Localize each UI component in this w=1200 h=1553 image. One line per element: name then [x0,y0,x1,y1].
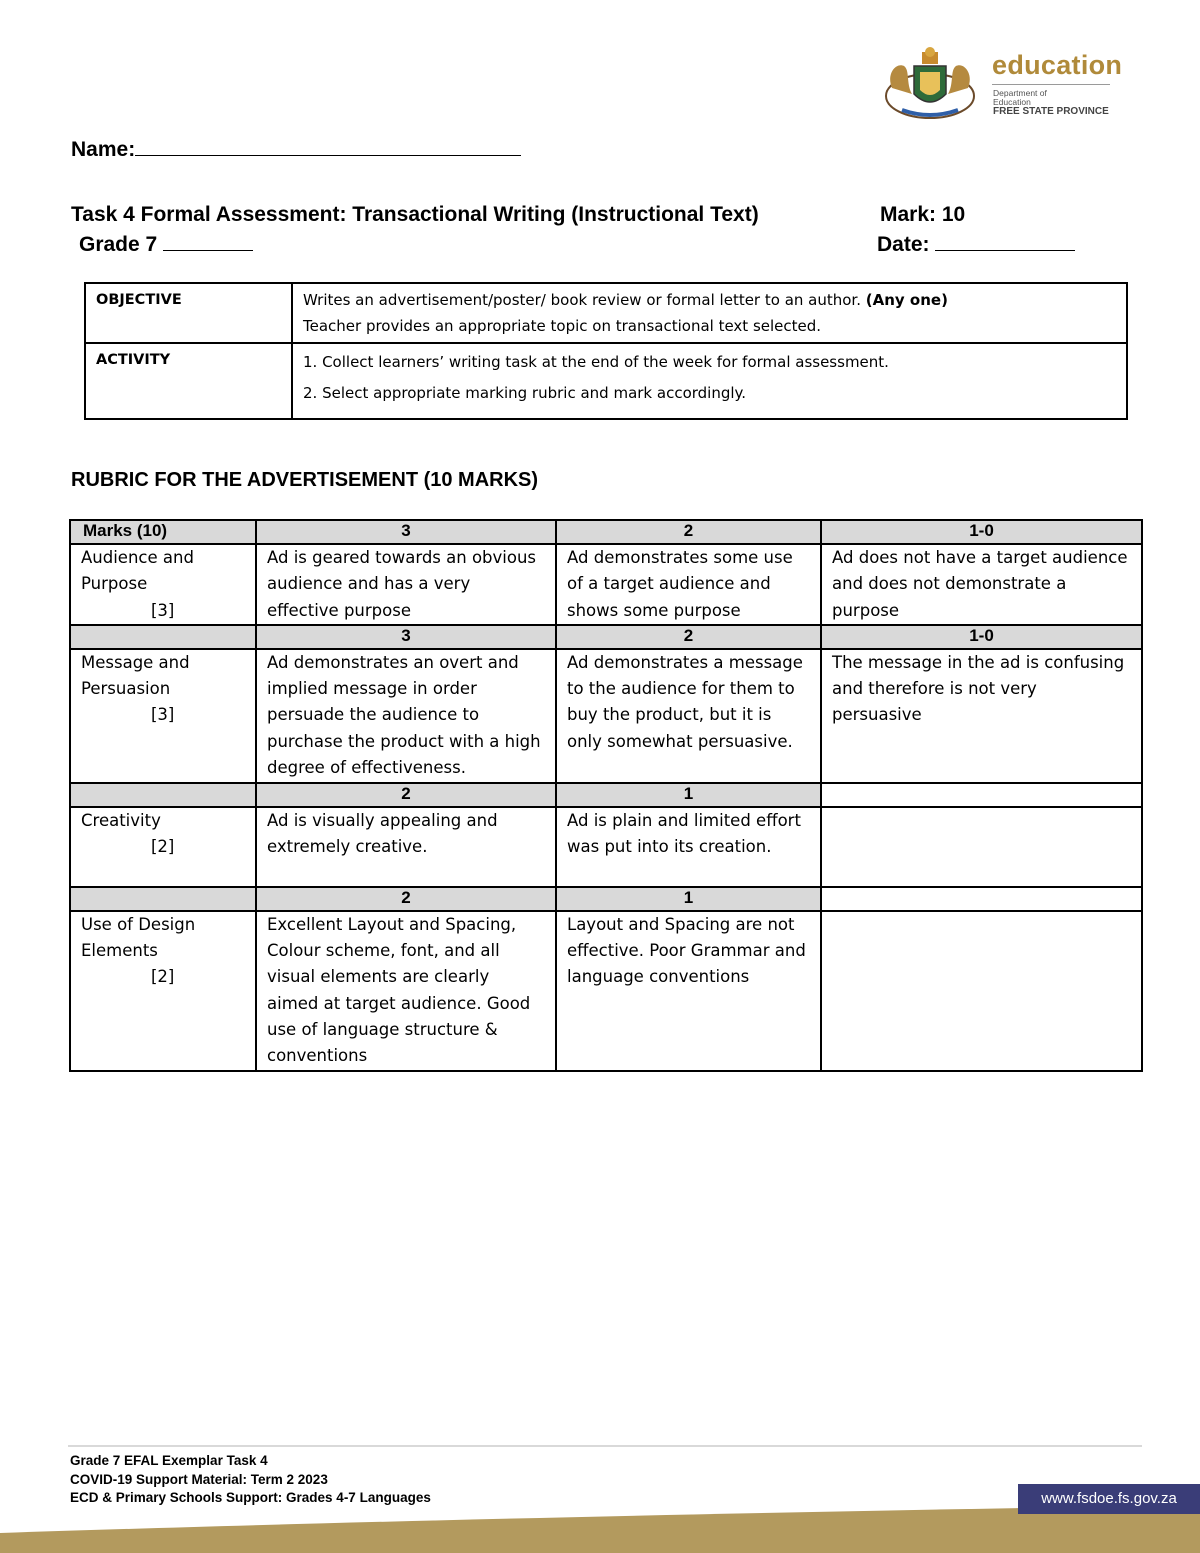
mark-label: Mark: 10 [880,203,966,226]
date-label: Date: [877,233,930,256]
criterion-cell [70,649,256,783]
name-field [71,137,521,162]
marks-header: Marks (10) [70,520,256,544]
criterion-marks: [2] [151,967,175,987]
rubric-table [69,519,1143,1072]
level-header: 1-0 [821,520,1142,544]
activity-text [292,343,1127,419]
descriptor-cell: Excellent Layout and Spacing, Colour scheme, font, and all visual elements are clearly aimed at target audience. Good use of language structure & conventions [256,911,556,1071]
rubric-header-row [70,783,1142,807]
rubric-row [70,911,1142,1071]
footer-divider [68,1445,1142,1447]
level-header-blank [70,887,256,911]
criterion-marks: [2] [151,837,175,857]
website-link[interactable]: www.fsdoe.fs.gov.za [1018,1484,1200,1514]
objective-line: Teacher provides an appropriate topic on transactional text selected. [303,317,822,335]
objective-any-one: (Any one) [865,291,948,309]
name-blank[interactable] [135,137,521,156]
level-header-blank [821,887,1142,911]
logo-divider [992,84,1110,85]
criterion-name: Message and Persuasion [81,652,190,699]
level-header-blank [70,783,256,807]
logo-line-1: Department of [993,88,1047,98]
rubric-header-row [70,887,1142,911]
level-header: 2 [256,783,556,807]
level-header-blank [821,783,1142,807]
descriptor-cell: Ad is plain and limited effort was put into its creation. [556,807,821,887]
descriptor-cell: Layout and Spacing are not effective. Poor Grammar and language conventions [556,911,821,1071]
logo-subtitle [993,89,1047,107]
descriptor-cell: Ad demonstrates a message to the audience for them to buy the product, but it is only somewhat persuasive. [556,649,821,783]
criterion-name: Audience and Purpose [81,548,194,594]
objective-text [292,283,1127,343]
descriptor-cell: The message in the ad is confusing and therefore is not very persuasive [821,649,1142,783]
logo-line-3: FREE STATE PROVINCE [993,106,1109,117]
objective-label: OBJECTIVE [85,283,292,343]
grade-blank[interactable] [163,232,253,251]
criterion-marks: [3] [151,705,175,725]
department-logo [876,44,1126,124]
rubric-row [70,649,1142,783]
rubric-row [70,544,1142,625]
descriptor-cell: Ad does not have a target audience and does not demonstrate a purpose [821,544,1142,625]
objective-line: Writes an advertisement/poster/ book review or formal letter to an author. [303,291,861,309]
name-label: Name: [71,138,136,161]
criterion-marks: [3] [151,600,175,620]
logo-line-2: Education [993,97,1031,107]
rubric-title: RUBRIC FOR THE ADVERTISEMENT (10 MARKS) [71,469,539,491]
rubric-header-row [70,625,1142,649]
descriptor-cell: Ad demonstrates some use of a target audience and shows some purpose [556,544,821,625]
grade-field [79,232,253,257]
level-header: 3 [256,625,556,649]
activity-row [85,343,1127,419]
criterion-name: Creativity [81,810,161,830]
level-header-blank [70,625,256,649]
rubric-row [70,807,1142,887]
date-blank[interactable] [935,232,1075,251]
level-header: 1-0 [821,625,1142,649]
descriptor-cell [821,807,1142,887]
level-header: 2 [556,625,821,649]
level-header: 2 [556,520,821,544]
criterion-cell [70,544,256,625]
descriptor-cell: Ad demonstrates an overt and implied message in order persuade the audience to purchase the product with a high degree of effectiveness. [256,649,556,783]
descriptor-cell: Ad is visually appealing and extremely creative. [256,807,556,887]
grade-label: Grade 7 [79,233,158,256]
activity-step-1: 1. Collect learners’ writing task at the end of the week for formal assessment. [303,353,889,371]
activity-step-2: 2. Select appropriate marking rubric and mark accordingly. [303,384,747,402]
footer-line-3: ECD & Primary Schools Support: Grades 4-7 Languages [70,1490,431,1505]
level-header: 2 [256,887,556,911]
logo-wordmark: education [992,50,1123,80]
criterion-cell [70,807,256,887]
descriptor-cell [821,911,1142,1071]
activity-label: ACTIVITY [85,343,292,419]
level-header: 3 [256,520,556,544]
objective-row [85,283,1127,343]
coat-of-arms-icon [882,44,978,122]
objective-table [84,282,1128,420]
descriptor-cell: Ad is geared towards an obvious audience and has a very effective purpose [256,544,556,625]
criterion-cell [70,911,256,1071]
footer-line-2: COVID-19 Support Material: Term 2 2023 [70,1471,328,1487]
level-header: 1 [556,887,821,911]
task-title: Task 4 Formal Assessment: Transactional Writing (Instructional Text) [71,203,759,226]
footer [70,1452,431,1508]
rubric-header-row [70,520,1142,544]
criterion-name: Use of Design Elements [81,914,196,961]
footer-line-1: Grade 7 EFAL Exemplar Task 4 [70,1453,268,1468]
date-field [877,232,1075,257]
level-header: 1 [556,783,821,807]
